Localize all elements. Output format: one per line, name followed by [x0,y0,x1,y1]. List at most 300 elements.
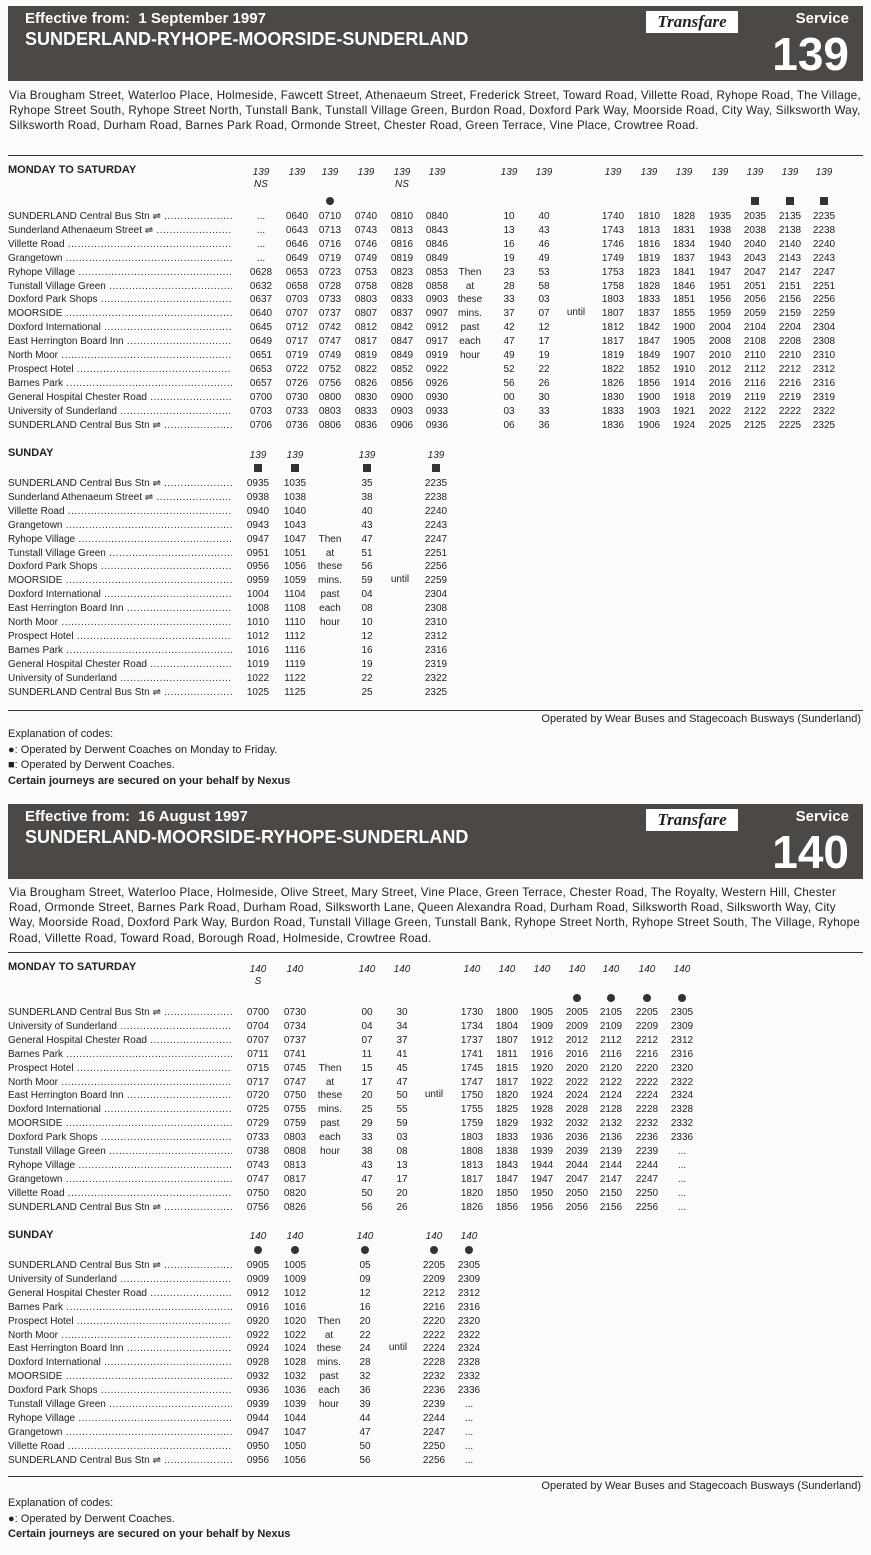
departure-time: 2208 [778,336,802,348]
departure-time: 1834 [672,238,696,250]
departure-time: 0816 [390,238,414,250]
departure-time: 2322 [457,1329,481,1341]
departure-time: 1812 [601,322,625,334]
departure-time: 0930 [425,391,449,403]
departure-time: 1947 [708,266,732,278]
departure-time: 2205 [635,1007,659,1018]
stop-name: East Herrington Board Inn ..... [8,1089,232,1103]
mon-sat-label: MONDAY TO SATURDAY [8,164,137,176]
stop-name: Villette Road ..... [8,238,232,252]
route-number-header: 139 [288,167,306,178]
departure-time: 08 [361,603,373,615]
departure-time: 2204 [778,322,802,334]
departure-time: 1753 [601,266,625,278]
departure-time: 2205 [422,1260,446,1271]
departure-time: 0956 [246,561,270,573]
departure-time: 1903 [637,405,661,417]
departure-time: 25 [361,686,373,698]
departure-time: 0912 [246,1287,270,1299]
stop-name: North Moor ..... [8,1076,232,1090]
departure-time: 1800 [495,1007,519,1018]
departure-time: 0710 [318,211,342,222]
frequency-note: past [319,1371,339,1383]
departure-time: 0651 [249,350,273,361]
stop-name: Grangetown ..... [8,252,232,266]
departure-time: ... [256,252,266,264]
frequency-note: these [316,1343,342,1355]
derwent-dot-icon [630,994,664,1006]
effective-date: Effective from: 16 August 1997 [25,808,248,825]
stop-name: Tunstall Village Green ..... [8,1145,232,1159]
departure-time: 2236 [422,1385,446,1397]
departure-time: 0700 [246,1007,270,1018]
departure-time: 16 [503,238,515,250]
derwent-dot-icon [417,1246,451,1258]
departure-time: ... [464,1440,474,1452]
departure-time: 1850 [495,1187,519,1199]
departure-time: 36 [359,1385,371,1397]
departure-time: 0919 [425,350,449,361]
derwent-square-icon [738,197,772,209]
departure-time: 2004 [708,322,732,334]
departure-time: 05 [359,1260,371,1271]
departure-time: 0742 [318,322,342,334]
frequency-note: Then [318,533,342,545]
departure-time: 2247 [424,533,448,545]
departure-time: 1004 [246,589,270,601]
departure-time: 1833 [495,1132,519,1144]
departure-time: 2244 [635,1159,659,1171]
departure-time: 2147 [778,266,802,278]
departure-time: 2038 [743,224,767,236]
departure-time: 1122 [284,672,306,684]
departure-time: 0819 [390,252,414,264]
departure-time: 2222 [635,1076,659,1088]
departure-time: 0846 [425,238,449,250]
departure-time: 0707 [285,308,309,320]
departure-time: 2308 [424,603,448,615]
departure-time: 50 [359,1440,371,1452]
departure-time: ... [677,1146,687,1157]
departure-time: 1831 [672,224,696,236]
departure-time: 1924 [530,1090,554,1102]
code-dot-note: ●: Operated by Derwent Coaches on Monday to Friday. [8,743,278,756]
departure-time: 2050 [565,1187,589,1199]
departure-time: 1803 [601,294,625,306]
departure-time: 1737 [460,1034,484,1046]
departure-time: 2243 [424,519,448,531]
departure-time: 1056 [283,1454,307,1466]
departure-time: 2228 [422,1357,446,1369]
stop-name: MOORSIDE ..... [8,1370,232,1384]
departure-time: 1759 [460,1118,484,1130]
departure-time: 2236 [635,1132,659,1144]
departure-time: 0907 [425,308,449,320]
service-label: Service [795,10,849,27]
stop-name: Doxford Park Shops ..... [8,1384,232,1398]
departure-time: 1829 [495,1118,519,1130]
stop-name: Prospect Hotel ..... [8,1062,232,1076]
stop-name: Barnes Park ..... [8,1048,232,1062]
departure-time: 0826 [283,1201,307,1213]
departure-time: 0950 [246,1440,270,1452]
departure-time: 11 [361,1048,373,1060]
derwent-dot-icon [313,197,347,209]
derwent-dot-icon [452,1246,486,1258]
explanation-of-codes [8,1496,290,1543]
departure-time: 50 [361,1187,373,1199]
departure-time: ... [677,1201,687,1213]
departure-time: 2247 [812,266,836,278]
stop-name: SUNDERLAND Central Bus Stn ⇌ ..... [8,1006,232,1020]
departure-time: 1755 [460,1104,484,1116]
departure-time: 2132 [599,1118,623,1130]
departure-time: 2309 [670,1020,694,1032]
departure-time: 1039 [283,1399,307,1410]
departure-time: 1047 [283,1426,307,1438]
departure-time: 0745 [283,1062,307,1074]
departure-time: 2256 [424,561,448,573]
departure-time: 1900 [672,322,696,334]
derwent-square-icon [241,464,275,476]
departure-time: 2219 [778,391,802,403]
departure-time: 1816 [637,238,661,250]
departure-time: 0917 [425,336,449,348]
departure-time: 47 [361,1173,373,1185]
departure-time: 35 [361,478,373,489]
frequency-note: at [325,547,335,559]
stop-name: Ryhope Village ..... [8,266,232,280]
departure-time: 2328 [457,1357,481,1369]
departure-time: 2222 [778,405,802,417]
departure-time: 2119 [744,391,766,403]
departure-time: 1939 [530,1146,554,1157]
departure-time: 2110 [744,350,766,361]
departure-time: 1833 [601,405,625,417]
departure-time: 1944 [530,1159,554,1171]
departure-time: 0743 [246,1159,270,1171]
route-number-header: 140 [460,1231,478,1242]
effective-date: Effective from: 1 September 1997 [25,10,266,27]
departure-time: 2250 [422,1440,446,1452]
departure-time: 40 [361,505,373,517]
stop-name: SUNDERLAND Central Bus Stn ⇌ ..... [8,1259,232,1273]
derwent-square-icon [278,464,312,476]
frequency-note: these [317,561,343,573]
departure-time: 0938 [246,491,270,503]
departure-time: 1849 [637,350,661,361]
departure-time: 2144 [599,1159,623,1171]
departure-time: 0807 [354,308,378,320]
departure-time: 0715 [246,1062,270,1074]
departure-time: 1038 [283,491,307,503]
departure-time: 0806 [318,419,342,431]
route-number-header: 139 [393,167,411,178]
departure-time: 1047 [283,533,307,545]
departure-time: 0706 [249,419,273,431]
stop-name: Doxford Park Shops ..... [8,293,232,307]
departure-time: 1032 [283,1371,307,1383]
departure-time: 49 [538,252,550,264]
stop-name: SUNDERLAND Central Bus Stn ⇌ ..... [8,1201,232,1215]
departure-time: 1921 [672,405,696,417]
until-label: until [388,1342,408,1354]
stop-name: University of Sunderland ..... [8,405,232,419]
departure-time: 30 [396,1007,408,1018]
departure-time: 0820 [283,1187,307,1199]
departure-time: 1905 [672,336,696,348]
stop-name: Sunderland Athenaeum Street ⇌ ..... [8,491,232,505]
departure-time: 2156 [599,1201,623,1213]
departure-time: 1112 [284,630,306,642]
departure-time: 41 [396,1048,408,1060]
departure-time: 1740 [601,211,625,222]
mon-sat-label: MONDAY TO SATURDAY [8,961,137,973]
departure-time: 0936 [246,1385,270,1397]
departure-time: 26 [538,377,550,389]
departure-time: 1808 [460,1146,484,1157]
departure-time: 2304 [812,322,836,334]
departure-time: 0947 [246,533,270,545]
departure-time: 0753 [354,266,378,278]
departure-time: 37 [396,1034,408,1046]
departure-time: 1938 [708,224,732,236]
departure-time: 0803 [354,294,378,306]
departure-time: 0703 [249,405,273,417]
route-number-header: 139 [357,167,375,178]
departure-time: 16 [361,644,373,656]
operator-note: Operated by Wear Buses and Stagecoach Busways (Sunderland) [541,713,861,725]
route-number-header: 140 [286,964,304,975]
departure-time: 0836 [354,419,378,431]
departure-time: 47 [503,336,515,348]
stop-name: Villette Road ..... [8,1440,232,1454]
departure-time: 1828 [637,280,661,292]
departure-time: 0628 [249,266,273,278]
departure-time: ... [256,224,266,236]
departure-time: 2239 [635,1146,659,1157]
stop-name: Sunderland Athenaeum Street ⇌ ..... [8,224,232,238]
frequency-note: hour [318,1399,339,1410]
departure-time: 1914 [672,377,696,389]
route-number-header: 139 [252,167,270,178]
departure-time: 0817 [354,336,378,348]
departure-time: 2109 [599,1020,623,1032]
departure-time: 2216 [422,1301,446,1313]
departure-time: 0722 [285,363,309,375]
departure-time: 0900 [390,391,414,403]
departure-time: 2210 [778,350,802,361]
departure-time: 1020 [283,1315,307,1327]
departure-time: 0657 [249,377,273,389]
departure-time: 2320 [457,1315,481,1327]
departure-time: 2316 [670,1048,694,1060]
route-number-header: 139 [358,450,376,461]
stop-name: University of Sunderland ..... [8,1020,232,1034]
departure-time: 0749 [354,252,378,264]
departure-time: 44 [359,1412,371,1424]
route-number-header: 140 [568,964,586,975]
departure-time: 0947 [246,1426,270,1438]
departure-time: 0703 [285,294,309,306]
departure-time: 56 [359,1454,371,1466]
departure-time: 1110 [284,617,306,628]
departure-time: 2238 [812,224,836,236]
departure-time: 2043 [743,252,767,264]
departure-time: 0944 [246,1412,270,1424]
departure-time: 47 [396,1076,408,1088]
departure-time: 2047 [565,1173,589,1185]
departure-time: 1855 [672,308,696,320]
departure-time: 2135 [778,211,802,222]
departure-time: ... [464,1399,474,1410]
departure-time: 39 [359,1399,371,1410]
departure-time: 2136 [599,1132,623,1144]
departure-time: 2056 [743,294,767,306]
departure-time: 2224 [422,1343,446,1355]
departure-time: 49 [503,350,515,361]
frequency-note: each [319,1132,341,1144]
departure-time: 2322 [424,672,448,684]
departure-time: 2212 [422,1287,446,1299]
departure-time: 1025 [246,686,270,698]
departure-time: 1035 [283,478,307,489]
departure-time: 2251 [424,547,448,559]
departure-time: 2059 [743,308,767,320]
departure-time: 2312 [670,1034,694,1046]
via-route-140: Via Brougham Street, Waterloo Place, Holmeside, Olive Street, Mary Street, Vine Place, Green Terrace, Chester Road, The Royalty, Western Hill, Chester Road, Ormonde Street, Barnes Park Road, Durham Road, Silksworth Lane, Queen Alexandra Road, Durham Road, Silksworth Road, Silksworth Way, City Way, Moorside Road, Doxford Park Way, Burdon Road, Tunstall Village Green, Tunstall Bank, Ryhope Street North, Ryhope Street South, The Village, Ryhope Road, Villette Road, Toward Road, Borough Road, Holmeside, Crowtree Road. [9,886,861,945]
departure-time: 2051 [743,280,767,292]
departure-time: 58 [538,280,550,292]
until-label: until [566,307,586,319]
departure-time: 2140 [778,238,802,250]
operator-note: Operated by Wear Buses and Stagecoach Busways (Sunderland) [541,1480,861,1492]
departure-time: 0822 [354,363,378,375]
departure-time: 0717 [246,1076,270,1088]
departure-time: 0830 [354,391,378,403]
derwent-square-icon [807,197,841,209]
departure-time: 2324 [457,1343,481,1355]
frequency-note: mins. [317,1357,341,1369]
departure-time: 1024 [283,1343,307,1355]
stop-name: Tunstall Village Green ..... [8,547,232,561]
departure-time: 25 [361,1104,373,1116]
departure-time: 50 [396,1090,408,1102]
departure-time: 1856 [495,1201,519,1213]
departure-time: 1040 [283,505,307,517]
departure-time: 0959 [246,575,270,587]
frequency-note: mins. [458,308,482,320]
departure-time: 00 [503,391,515,403]
departure-time: 2305 [457,1260,481,1271]
departure-time: 0837 [390,308,414,320]
departure-time: 45 [396,1062,408,1074]
departure-time: 1836 [601,419,625,431]
departure-time: 2259 [424,575,448,587]
departure-time: 1056 [283,561,307,573]
departure-time: 1743 [601,224,625,236]
departure-time: 2028 [565,1104,589,1116]
frequency-note: these [317,1090,343,1102]
departure-time: 13 [503,224,515,236]
departure-time: 1910 [672,363,696,375]
departure-time: 1906 [637,419,661,431]
departure-time: 24 [359,1343,371,1355]
departure-time: 2322 [670,1076,694,1088]
departure-time: 2247 [635,1173,659,1185]
departure-time: 22 [359,1329,371,1341]
departure-time: 51 [361,547,373,559]
stop-name: Barnes Park ..... [8,644,232,658]
departure-time: 0810 [390,211,414,222]
departure-time: 1817 [460,1173,484,1185]
departure-time: 59 [396,1118,408,1130]
departure-time: 0713 [318,224,342,236]
departure-time: 0803 [283,1132,307,1144]
departure-time: 0833 [354,405,378,417]
departure-time: 2224 [635,1090,659,1102]
departure-time: 0812 [354,322,378,334]
departure-time: 0711 [247,1048,269,1060]
departure-time: 0645 [249,322,273,334]
departure-time: 1734 [460,1020,484,1032]
departure-time: 2244 [422,1412,446,1424]
departure-time: 2209 [422,1273,446,1285]
departure-time: 1813 [637,224,661,236]
departure-time: 0756 [318,377,342,389]
departure-time: 12 [359,1287,371,1299]
route-number-header: 139 [604,167,622,178]
departure-time: 2316 [457,1301,481,1313]
route-number-header: 140 [358,964,376,975]
departure-time: 2139 [599,1146,623,1157]
departure-time: 56 [361,1201,373,1213]
stop-name: Prospect Hotel ..... [8,630,232,644]
departure-time: 2312 [457,1287,481,1299]
departure-time: 0729 [246,1118,270,1130]
departure-time: 0740 [354,211,378,222]
code-dot-note: ●: Operated by Derwent Coaches. [8,1512,175,1525]
departure-time: 2232 [422,1371,446,1383]
until-label: until [424,1089,444,1101]
departure-time: 2247 [422,1426,446,1438]
frequency-note: each [319,603,341,615]
departure-time: 1016 [246,644,270,656]
departure-time: 2316 [424,644,448,656]
route-number-header: 140 [356,1231,374,1242]
departure-time: 2316 [812,377,836,389]
departure-time: 2235 [424,478,448,489]
departure-time: 1022 [246,672,270,684]
route-title: SUNDERLAND-RYHOPE-MOORSIDE-SUNDERLAND [25,29,469,49]
departure-time: 0649 [249,336,273,348]
sunday-label: SUNDAY [8,1229,54,1241]
departure-time: 2116 [600,1048,622,1060]
frequency-note: mins. [318,575,342,587]
departure-time: 12 [538,322,550,334]
departure-time: 1116 [284,644,306,656]
departure-time: 04 [361,589,373,601]
departure-time: 2240 [812,238,836,250]
departure-time: 15 [361,1062,373,1074]
departure-time: 2320 [670,1062,694,1074]
departure-time: 0632 [249,280,273,292]
departure-time: 0817 [283,1173,307,1185]
stop-name: North Moor ..... [8,616,232,630]
departure-time: 2122 [743,405,767,417]
departure-time: 0823 [390,266,414,278]
departure-time: 37 [503,308,515,320]
